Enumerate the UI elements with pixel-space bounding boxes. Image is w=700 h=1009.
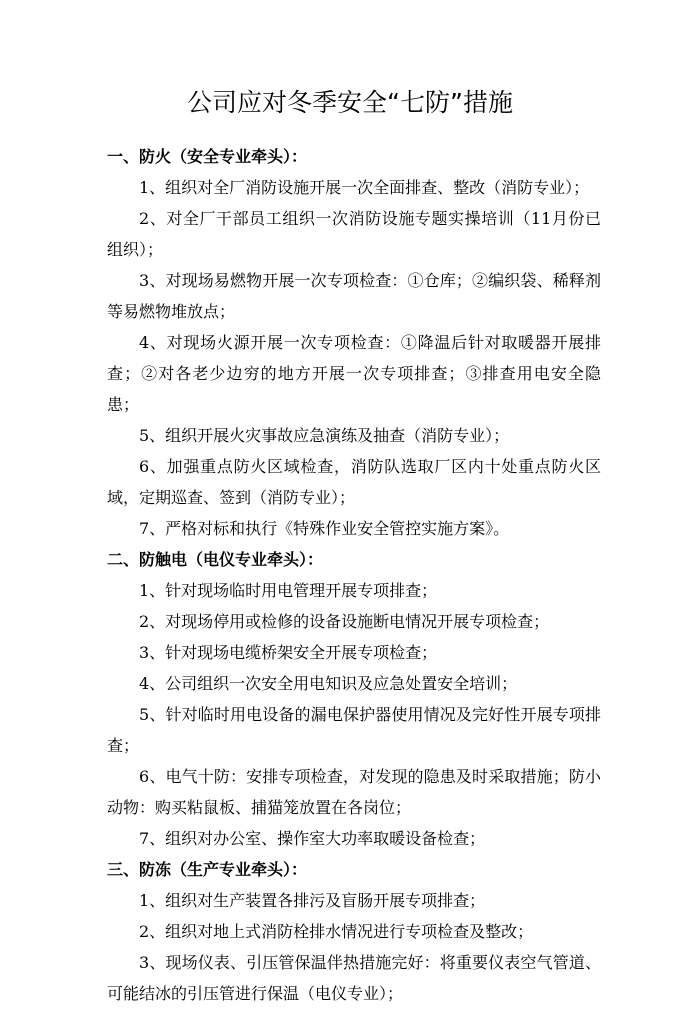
list-item: 4、对现场火源开展一次专项检查：①降温后针对取暖器开展排查；②对各老少边穷的地方开展一次专项排查；③排查用电安全隐患； xyxy=(107,333,601,414)
list-item: 5、组织开展火灾事故应急演练及抽查（消防专业）； xyxy=(139,426,510,445)
list-item: 1、针对现场临时用电管理开展专项排查； xyxy=(139,581,438,600)
list-item: 1、组织对生产装置各排污及盲肠开展专项排查； xyxy=(139,891,486,910)
list-item: 7、组织对办公室、操作室大功率取暖设备检查； xyxy=(139,829,486,848)
list-item: 5、针对临时用电设备的漏电保护器使用情况及完好性开展专项排查； xyxy=(107,705,601,755)
list-item: 6、电气十防：安排专项检查，对发现的隐患及时采取措施；防小动物：购买粘鼠板、捕猫笼放置在各岗位； xyxy=(107,767,601,817)
list-item: 2、对现场停用或检修的设备设施断电情况开展专项检查； xyxy=(139,612,550,631)
section-heading-antifreeze: 三、防冻（生产专业牵头）： xyxy=(107,860,308,879)
list-item: 2、组织对地上式消防栓排水情况进行专项检查及整改； xyxy=(139,922,534,941)
section-heading-fire: 一、防火（安全专业牵头）： xyxy=(107,147,308,166)
document-body xyxy=(107,141,601,1009)
section-heading-electric-shock: 二、防触电（电仪专业牵头）： xyxy=(107,550,324,569)
list-item: 6、加强重点防火区域检查，消防队选取厂区内十处重点防火区域，定期巡查、签到（消防专业）； xyxy=(107,457,601,507)
document-title: 公司应对冬季安全“七防”措施 xyxy=(187,88,513,117)
list-item: 3、对现场易燃物开展一次专项检查：①仓库；②编织袋、稀释剂等易燃物堆放点； xyxy=(107,271,601,321)
list-item: 1、组织对全厂消防设施开展一次全面排查、整改（消防专业）； xyxy=(139,178,590,197)
list-item: 2、对全厂干部员工组织一次消防设施专题实操培训（11月份已组织）； xyxy=(107,209,601,259)
list-item: 3、针对现场电缆桥架安全开展专项检查； xyxy=(139,643,438,662)
list-item: 4、公司组织一次安全用电知识及应急处置安全培训； xyxy=(139,674,518,693)
list-item: 3、现场仪表、引压管保温伴热措施完好：将重要仪表空气管道、可能结冰的引压管进行保温（电仪专业）； xyxy=(107,953,601,1003)
list-item: 7、严格对标和执行《特殊作业安全管控实施方案》。 xyxy=(139,519,510,538)
